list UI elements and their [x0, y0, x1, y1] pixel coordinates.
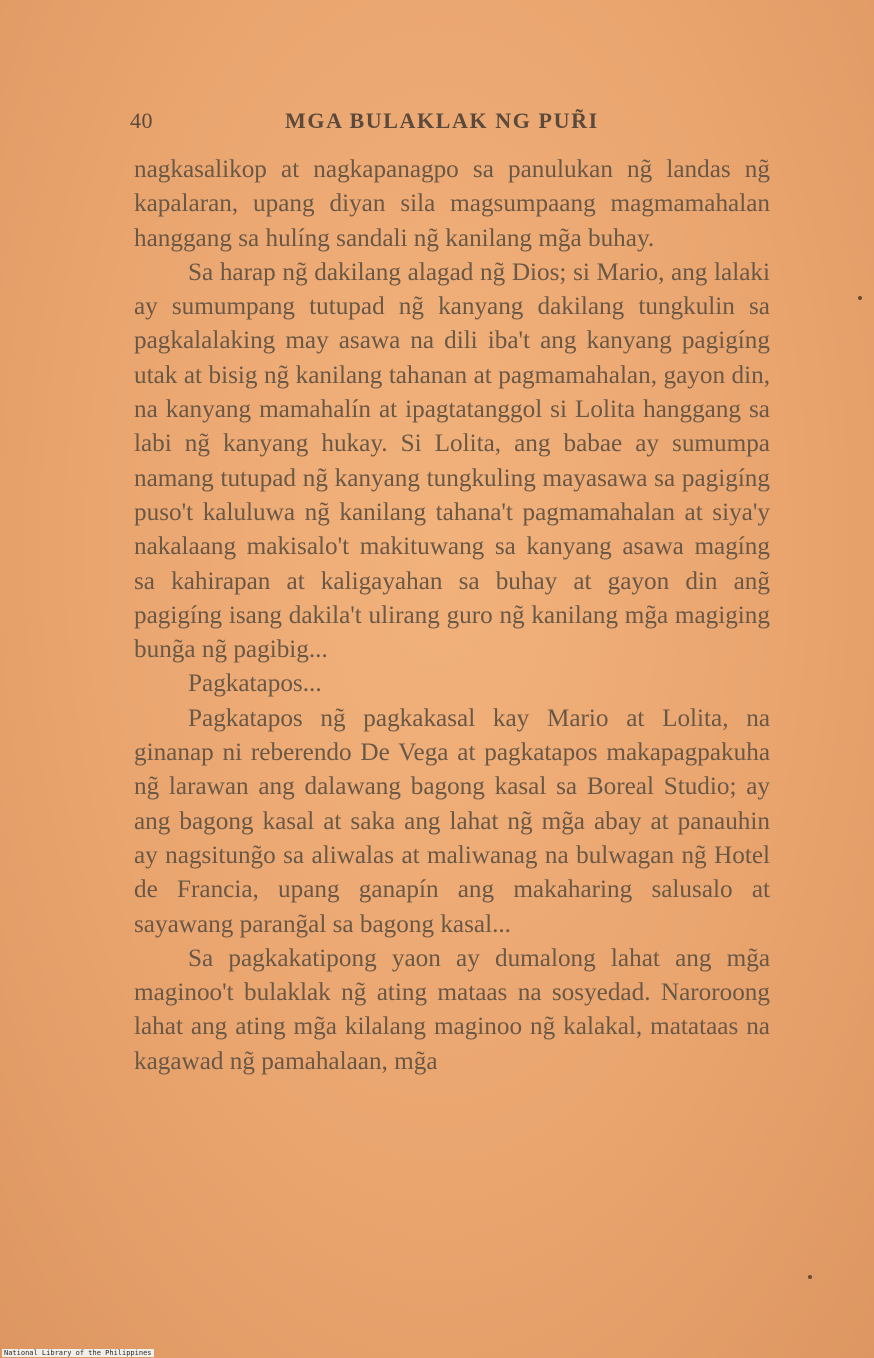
paragraph: Pagkatapos...	[188, 670, 322, 698]
paper-speck	[858, 296, 862, 300]
footer-credit: National Library of the Philippines	[4, 1349, 152, 1357]
paper-speck	[808, 1275, 812, 1279]
paragraph: nagkasalikop at nagkapanagpo sa panulukan ng̃ landas ng̃ kapalaran, upang diyan sila magsumpaang magmamahalan hanggang sa hulíng sandali ng̃ kanilang mg̃a buhay.	[134, 156, 770, 252]
running-title: MGA BULAKLAK NG PUR̃I	[285, 108, 599, 133]
paragraph: Sa pagkakatipong yaon ay dumalong lahat ang mg̃a maginoo't bulaklak ng̃ ating mataas na sosyedad. Naroroong lahat ang ating mg̃a kilalang maginoo ng̃ kalakal, matataas na kagawad ng̃ pamahalaan, mg̃a	[134, 944, 770, 1075]
paragraph: Sa harap ng̃ dakilang alagad ng̃ Dios; si Mario, ang lalaki ay sumumpang tutupad ng̃ kanyang dakilang tungkulin sa pagkalalaking may asawa na dili iba't ang kanyang pagigíng utak at bisig ng̃ kanilang tahanan at pagmamahalan, gayon din, na kanyang mamahalín at ipagtatanggol si Lolita hanggang sa labi ng̃ kanyang hukay. Si Lolita, ang babae ay sumumpa namang tutupad ng̃ kanyang tungkuling mayasawa sa pagigíng puso't kaluluwa ng̃ kanilang tahana't pagmamahalan at siya'y nakalaang makisalo't makituwang sa kanyang asawa magíng sa kahirapan at kaligayahan sa buhay at gayon din ang̃ pagigíng isang dakila't ulirang guro ng̃ kanilang mg̃a magiging bung̃a ng̃ pagibig...	[134, 258, 770, 664]
paragraph: Pagkatapos ng̃ pagkakasal kay Mario at Lolita, na ginanap ni reberendo De Vega at pagkatapos makapagpakuha ng̃ larawan ang dalawang bagong kasal sa Boreal Studio; ay ang bagong kasal at saka ang lahat ng̃ mg̃a abay at panauhin ay nagsitung̃o sa aliwalas at maliwanag na bulwagan ng̃ Hotel de Francia, upang ganapín ang makaharing salusalo at sayawang parang̃al sa bagong kasal...	[134, 704, 770, 938]
page-header	[130, 108, 770, 144]
page-number: 40	[130, 108, 153, 133]
body-text	[134, 153, 770, 1079]
